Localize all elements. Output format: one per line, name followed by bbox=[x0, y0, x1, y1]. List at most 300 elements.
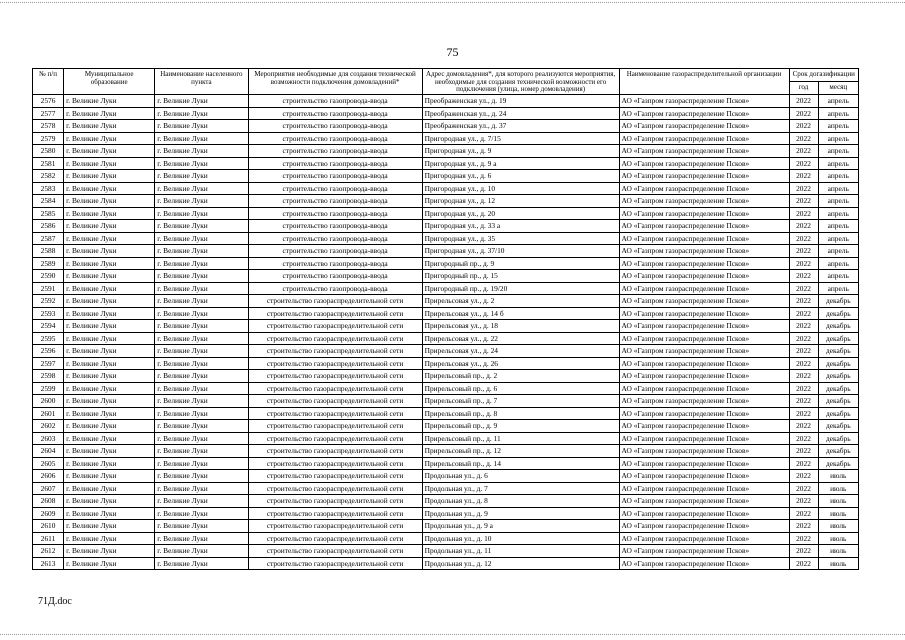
cell-municipality: г. Великие Луки bbox=[64, 345, 155, 358]
cell-municipality: г. Великие Луки bbox=[64, 545, 155, 558]
cell-municipality: г. Великие Луки bbox=[64, 532, 155, 545]
cell-num: 2595 bbox=[33, 332, 64, 345]
cell-measure: строительство газораспределительной сети bbox=[248, 532, 422, 545]
cell-month: апрель bbox=[818, 132, 858, 145]
table-row bbox=[33, 157, 859, 170]
cell-settlement: г. Великие Луки bbox=[155, 495, 248, 508]
cell-num: 2580 bbox=[33, 145, 64, 158]
cell-municipality: г. Великие Луки bbox=[64, 282, 155, 295]
cell-settlement: г. Великие Луки bbox=[155, 357, 248, 370]
cell-month: июль bbox=[818, 507, 858, 520]
cell-measure: строительство газораспределительной сети bbox=[248, 320, 422, 333]
cell-measure: строительство газораспределительной сети bbox=[248, 545, 422, 558]
cell-measure: строительство газораспределительной сети bbox=[248, 295, 422, 308]
cell-num: 2586 bbox=[33, 220, 64, 233]
cell-year: 2022 bbox=[789, 207, 818, 220]
header-address: Адрес домовладения*, для которого реализуются мероприятия, необходимые для создания технической возможности его подключения (улица, номер домовладения) bbox=[422, 69, 619, 95]
cell-settlement: г. Великие Луки bbox=[155, 445, 248, 458]
cell-municipality: г. Великие Луки bbox=[64, 107, 155, 120]
cell-num: 2584 bbox=[33, 195, 64, 208]
cell-num: 2577 bbox=[33, 107, 64, 120]
table-row bbox=[33, 245, 859, 258]
cell-settlement: г. Великие Луки bbox=[155, 382, 248, 395]
cell-year: 2022 bbox=[789, 532, 818, 545]
cell-municipality: г. Великие Луки bbox=[64, 295, 155, 308]
cell-month: июль bbox=[818, 520, 858, 533]
cell-organization: АО «Газпром газораспределение Псков» bbox=[619, 445, 789, 458]
cell-month: апрель bbox=[818, 245, 858, 258]
cell-municipality: г. Великие Луки bbox=[64, 507, 155, 520]
cell-month: апрель bbox=[818, 95, 858, 108]
cell-settlement: г. Великие Луки bbox=[155, 132, 248, 145]
cell-measure: строительство газопровода-ввода bbox=[248, 195, 422, 208]
cell-year: 2022 bbox=[789, 295, 818, 308]
cell-year: 2022 bbox=[789, 557, 818, 570]
cell-municipality: г. Великие Луки bbox=[64, 232, 155, 245]
cell-municipality: г. Великие Луки bbox=[64, 445, 155, 458]
table-row bbox=[33, 495, 859, 508]
cell-month: декабрь bbox=[818, 457, 858, 470]
cell-organization: АО «Газпром газораспределение Псков» bbox=[619, 220, 789, 233]
cell-num: 2599 bbox=[33, 382, 64, 395]
cell-num: 2598 bbox=[33, 370, 64, 383]
cell-month: апрель bbox=[818, 232, 858, 245]
cell-organization: АО «Газпром газораспределение Псков» bbox=[619, 270, 789, 283]
cell-address: Пригородная ул., д. 6 bbox=[422, 170, 619, 183]
cell-num: 2604 bbox=[33, 445, 64, 458]
cell-month: июль bbox=[818, 470, 858, 483]
cell-organization: АО «Газпром газораспределение Псков» bbox=[619, 382, 789, 395]
cell-month: апрель bbox=[818, 220, 858, 233]
cell-num: 2601 bbox=[33, 407, 64, 420]
cell-month: декабрь bbox=[818, 432, 858, 445]
table-row bbox=[33, 370, 859, 383]
cell-year: 2022 bbox=[789, 195, 818, 208]
cell-organization: АО «Газпром газораспределение Псков» bbox=[619, 482, 789, 495]
cell-measure: строительство газораспределительной сети bbox=[248, 332, 422, 345]
cell-settlement: г. Великие Луки bbox=[155, 207, 248, 220]
table-row bbox=[33, 207, 859, 220]
cell-year: 2022 bbox=[789, 545, 818, 558]
cell-address: Прирельсовый пр., д. 11 bbox=[422, 432, 619, 445]
table-row bbox=[33, 182, 859, 195]
table-row bbox=[33, 520, 859, 533]
cell-organization: АО «Газпром газораспределение Псков» bbox=[619, 282, 789, 295]
cell-municipality: г. Великие Луки bbox=[64, 470, 155, 483]
cell-settlement: г. Великие Луки bbox=[155, 307, 248, 320]
cell-year: 2022 bbox=[789, 470, 818, 483]
cell-organization: АО «Газпром газораспределение Псков» bbox=[619, 532, 789, 545]
cell-organization: АО «Газпром газораспределение Псков» bbox=[619, 232, 789, 245]
cell-settlement: г. Великие Луки bbox=[155, 95, 248, 108]
cell-month: декабрь bbox=[818, 307, 858, 320]
cell-settlement: г. Великие Луки bbox=[155, 420, 248, 433]
cell-address: Пригородная ул., д. 7/15 bbox=[422, 132, 619, 145]
cell-num: 2588 bbox=[33, 245, 64, 258]
cell-organization: АО «Газпром газораспределение Псков» bbox=[619, 120, 789, 133]
cell-year: 2022 bbox=[789, 270, 818, 283]
cell-num: 2583 bbox=[33, 182, 64, 195]
cell-measure: строительство газопровода-ввода bbox=[248, 157, 422, 170]
cell-organization: АО «Газпром газораспределение Псков» bbox=[619, 295, 789, 308]
cell-month: апрель bbox=[818, 107, 858, 120]
cell-year: 2022 bbox=[789, 307, 818, 320]
cell-address: Продольная ул., д. 8 bbox=[422, 495, 619, 508]
table-row bbox=[33, 420, 859, 433]
cell-year: 2022 bbox=[789, 420, 818, 433]
cell-address: Пригородная ул., д. 12 bbox=[422, 195, 619, 208]
cell-measure: строительство газораспределительной сети bbox=[248, 482, 422, 495]
cell-organization: АО «Газпром газораспределение Псков» bbox=[619, 107, 789, 120]
cell-address: Прирельсовый пр., д. 6 bbox=[422, 382, 619, 395]
table-row bbox=[33, 270, 859, 283]
header-organization: Наименование газораспределительной организации bbox=[619, 69, 789, 95]
header-municipality: Муниципальное образование bbox=[64, 69, 155, 95]
cell-organization: АО «Газпром газораспределение Псков» bbox=[619, 457, 789, 470]
cell-year: 2022 bbox=[789, 395, 818, 408]
cell-organization: АО «Газпром газораспределение Псков» bbox=[619, 320, 789, 333]
cell-organization: АО «Газпром газораспределение Псков» bbox=[619, 257, 789, 270]
cell-month: апрель bbox=[818, 145, 858, 158]
cell-address: Продольная ул., д. 11 bbox=[422, 545, 619, 558]
cell-municipality: г. Великие Луки bbox=[64, 420, 155, 433]
cell-month: декабрь bbox=[818, 320, 858, 333]
cell-year: 2022 bbox=[789, 120, 818, 133]
cell-municipality: г. Великие Луки bbox=[64, 332, 155, 345]
cell-organization: АО «Газпром газораспределение Псков» bbox=[619, 545, 789, 558]
scan-top-edge bbox=[0, 2, 905, 3]
table-row bbox=[33, 532, 859, 545]
cell-municipality: г. Великие Луки bbox=[64, 270, 155, 283]
cell-address: Продольная ул., д. 9 bbox=[422, 507, 619, 520]
cell-address: Пригородный пр., д. 9 bbox=[422, 257, 619, 270]
cell-address: Преображенская ул., д. 37 bbox=[422, 120, 619, 133]
table-row bbox=[33, 545, 859, 558]
cell-measure: строительство газораспределительной сети bbox=[248, 495, 422, 508]
cell-month: апрель bbox=[818, 120, 858, 133]
cell-municipality: г. Великие Луки bbox=[64, 357, 155, 370]
cell-settlement: г. Великие Луки bbox=[155, 557, 248, 570]
table-row bbox=[33, 257, 859, 270]
cell-settlement: г. Великие Луки bbox=[155, 245, 248, 258]
cell-settlement: г. Великие Луки bbox=[155, 457, 248, 470]
cell-settlement: г. Великие Луки bbox=[155, 532, 248, 545]
cell-year: 2022 bbox=[789, 495, 818, 508]
cell-year: 2022 bbox=[789, 382, 818, 395]
cell-organization: АО «Газпром газораспределение Псков» bbox=[619, 245, 789, 258]
cell-month: апрель bbox=[818, 182, 858, 195]
cell-month: декабрь bbox=[818, 295, 858, 308]
cell-year: 2022 bbox=[789, 145, 818, 158]
cell-year: 2022 bbox=[789, 520, 818, 533]
cell-measure: строительство газораспределительной сети bbox=[248, 420, 422, 433]
cell-num: 2606 bbox=[33, 470, 64, 483]
cell-year: 2022 bbox=[789, 357, 818, 370]
cell-organization: АО «Газпром газораспределение Псков» bbox=[619, 95, 789, 108]
cell-address: Прирельсовая ул., д. 22 bbox=[422, 332, 619, 345]
cell-num: 2578 bbox=[33, 120, 64, 133]
cell-organization: АО «Газпром газораспределение Псков» bbox=[619, 432, 789, 445]
cell-month: июль bbox=[818, 545, 858, 558]
cell-municipality: г. Великие Луки bbox=[64, 132, 155, 145]
cell-settlement: г. Великие Луки bbox=[155, 157, 248, 170]
gasification-table bbox=[32, 68, 859, 570]
cell-measure: строительство газораспределительной сети bbox=[248, 382, 422, 395]
header-term: Срок догазификации bbox=[789, 69, 859, 82]
cell-num: 2592 bbox=[33, 295, 64, 308]
cell-organization: АО «Газпром газораспределение Псков» bbox=[619, 407, 789, 420]
cell-month: декабрь bbox=[818, 445, 858, 458]
cell-num: 2597 bbox=[33, 357, 64, 370]
header-year: год bbox=[789, 82, 818, 95]
cell-measure: строительство газораспределительной сети bbox=[248, 470, 422, 483]
cell-year: 2022 bbox=[789, 407, 818, 420]
cell-organization: АО «Газпром газораспределение Псков» bbox=[619, 132, 789, 145]
cell-address: Пригородный пр., д. 19/20 bbox=[422, 282, 619, 295]
cell-num: 2613 bbox=[33, 557, 64, 570]
cell-measure: строительство газораспределительной сети bbox=[248, 557, 422, 570]
cell-organization: АО «Газпром газораспределение Псков» bbox=[619, 470, 789, 483]
cell-measure: строительство газораспределительной сети bbox=[248, 445, 422, 458]
cell-municipality: г. Великие Луки bbox=[64, 157, 155, 170]
cell-address: Прирельсовый пр., д. 7 bbox=[422, 395, 619, 408]
cell-num: 2612 bbox=[33, 545, 64, 558]
cell-settlement: г. Великие Луки bbox=[155, 545, 248, 558]
cell-measure: строительство газораспределительной сети bbox=[248, 307, 422, 320]
cell-settlement: г. Великие Луки bbox=[155, 332, 248, 345]
cell-year: 2022 bbox=[789, 245, 818, 258]
cell-month: июль bbox=[818, 532, 858, 545]
table-row bbox=[33, 307, 859, 320]
table-row bbox=[33, 120, 859, 133]
cell-year: 2022 bbox=[789, 370, 818, 383]
cell-num: 2602 bbox=[33, 420, 64, 433]
cell-year: 2022 bbox=[789, 132, 818, 145]
cell-measure: строительство газопровода-ввода bbox=[248, 207, 422, 220]
cell-address: Пригородная ул., д. 9 bbox=[422, 145, 619, 158]
cell-municipality: г. Великие Луки bbox=[64, 557, 155, 570]
cell-measure: строительство газораспределительной сети bbox=[248, 457, 422, 470]
cell-organization: АО «Газпром газораспределение Псков» bbox=[619, 395, 789, 408]
cell-settlement: г. Великие Луки bbox=[155, 470, 248, 483]
cell-year: 2022 bbox=[789, 482, 818, 495]
cell-measure: строительство газопровода-ввода bbox=[248, 120, 422, 133]
cell-address: Прирельсовая ул., д. 2 bbox=[422, 295, 619, 308]
cell-address: Прирельсовый пр., д. 14 bbox=[422, 457, 619, 470]
cell-address: Пригородная ул., д. 33 а bbox=[422, 220, 619, 233]
table-row bbox=[33, 482, 859, 495]
cell-year: 2022 bbox=[789, 157, 818, 170]
cell-address: Продольная ул., д. 9 а bbox=[422, 520, 619, 533]
table-row bbox=[33, 457, 859, 470]
cell-measure: строительство газопровода-ввода bbox=[248, 282, 422, 295]
cell-num: 2591 bbox=[33, 282, 64, 295]
cell-year: 2022 bbox=[789, 170, 818, 183]
table-row bbox=[33, 395, 859, 408]
cell-settlement: г. Великие Луки bbox=[155, 282, 248, 295]
cell-settlement: г. Великие Луки bbox=[155, 220, 248, 233]
header-measures: Мероприятия необходимые для создания технической возможности подключения домовладений* bbox=[248, 69, 422, 95]
cell-municipality: г. Великие Луки bbox=[64, 95, 155, 108]
cell-year: 2022 bbox=[789, 457, 818, 470]
cell-measure: строительство газопровода-ввода bbox=[248, 270, 422, 283]
cell-address: Продольная ул., д. 7 bbox=[422, 482, 619, 495]
cell-month: апрель bbox=[818, 257, 858, 270]
cell-address: Пригородная ул., д. 35 bbox=[422, 232, 619, 245]
cell-municipality: г. Великие Луки bbox=[64, 170, 155, 183]
header-month: месяц bbox=[818, 82, 858, 95]
cell-organization: АО «Газпром газораспределение Псков» bbox=[619, 307, 789, 320]
cell-organization: АО «Газпром газораспределение Псков» bbox=[619, 157, 789, 170]
cell-year: 2022 bbox=[789, 507, 818, 520]
cell-settlement: г. Великие Луки bbox=[155, 520, 248, 533]
cell-organization: АО «Газпром газораспределение Псков» bbox=[619, 345, 789, 358]
cell-municipality: г. Великие Луки bbox=[64, 520, 155, 533]
cell-month: апрель bbox=[818, 207, 858, 220]
table-row bbox=[33, 445, 859, 458]
cell-num: 2589 bbox=[33, 257, 64, 270]
cell-num: 2593 bbox=[33, 307, 64, 320]
cell-organization: АО «Газпром газораспределение Псков» bbox=[619, 182, 789, 195]
cell-year: 2022 bbox=[789, 95, 818, 108]
cell-organization: АО «Газпром газораспределение Псков» bbox=[619, 207, 789, 220]
cell-settlement: г. Великие Луки bbox=[155, 432, 248, 445]
cell-municipality: г. Великие Луки bbox=[64, 120, 155, 133]
cell-year: 2022 bbox=[789, 345, 818, 358]
cell-num: 2611 bbox=[33, 532, 64, 545]
table-row bbox=[33, 332, 859, 345]
cell-num: 2594 bbox=[33, 320, 64, 333]
cell-num: 2603 bbox=[33, 432, 64, 445]
file-name-footer: 71Д.doc bbox=[38, 596, 72, 607]
cell-organization: АО «Газпром газораспределение Псков» bbox=[619, 332, 789, 345]
page-number: 75 bbox=[446, 45, 459, 59]
cell-address: Прирельсовый пр., д. 9 bbox=[422, 420, 619, 433]
cell-municipality: г. Великие Луки bbox=[64, 432, 155, 445]
cell-organization: АО «Газпром газораспределение Псков» bbox=[619, 557, 789, 570]
table-row bbox=[33, 295, 859, 308]
cell-municipality: г. Великие Луки bbox=[64, 257, 155, 270]
cell-num: 2579 bbox=[33, 132, 64, 145]
cell-address: Продольная ул., д. 6 bbox=[422, 470, 619, 483]
cell-measure: строительство газораспределительной сети bbox=[248, 370, 422, 383]
table-row bbox=[33, 95, 859, 108]
table-header-row bbox=[33, 69, 859, 82]
cell-municipality: г. Великие Луки bbox=[64, 207, 155, 220]
cell-measure: строительство газораспределительной сети bbox=[248, 357, 422, 370]
table-row bbox=[33, 220, 859, 233]
cell-num: 2607 bbox=[33, 482, 64, 495]
cell-municipality: г. Великие Луки bbox=[64, 195, 155, 208]
cell-num: 2608 bbox=[33, 495, 64, 508]
cell-organization: АО «Газпром газораспределение Псков» bbox=[619, 507, 789, 520]
cell-month: апрель bbox=[818, 170, 858, 183]
cell-address: Преображенская ул., д. 24 bbox=[422, 107, 619, 120]
cell-year: 2022 bbox=[789, 320, 818, 333]
cell-address: Продольная ул., д. 12 bbox=[422, 557, 619, 570]
cell-address: Пригородная ул., д. 37/10 bbox=[422, 245, 619, 258]
cell-settlement: г. Великие Луки bbox=[155, 507, 248, 520]
cell-num: 2596 bbox=[33, 345, 64, 358]
cell-month: июль bbox=[818, 557, 858, 570]
cell-month: декабрь bbox=[818, 345, 858, 358]
cell-measure: строительство газораспределительной сети bbox=[248, 507, 422, 520]
cell-settlement: г. Великие Луки bbox=[155, 270, 248, 283]
cell-year: 2022 bbox=[789, 220, 818, 233]
cell-num: 2587 bbox=[33, 232, 64, 245]
table-row bbox=[33, 195, 859, 208]
cell-settlement: г. Великие Луки bbox=[155, 195, 248, 208]
cell-organization: АО «Газпром газораспределение Псков» bbox=[619, 495, 789, 508]
cell-settlement: г. Великие Луки bbox=[155, 345, 248, 358]
table-row bbox=[33, 470, 859, 483]
cell-month: декабрь bbox=[818, 382, 858, 395]
cell-settlement: г. Великие Луки bbox=[155, 145, 248, 158]
cell-measure: строительство газопровода-ввода bbox=[248, 257, 422, 270]
cell-measure: строительство газопровода-ввода bbox=[248, 132, 422, 145]
cell-measure: строительство газораспределительной сети bbox=[248, 432, 422, 445]
cell-measure: строительство газопровода-ввода bbox=[248, 245, 422, 258]
header-settlement: Наименование населенного пункта bbox=[155, 69, 248, 95]
cell-month: апрель bbox=[818, 157, 858, 170]
cell-num: 2610 bbox=[33, 520, 64, 533]
cell-year: 2022 bbox=[789, 445, 818, 458]
cell-settlement: г. Великие Луки bbox=[155, 257, 248, 270]
table-row bbox=[33, 170, 859, 183]
cell-address: Пригородная ул., д. 20 bbox=[422, 207, 619, 220]
cell-num: 2590 bbox=[33, 270, 64, 283]
cell-municipality: г. Великие Луки bbox=[64, 395, 155, 408]
cell-settlement: г. Великие Луки bbox=[155, 170, 248, 183]
cell-month: декабрь bbox=[818, 357, 858, 370]
cell-num: 2600 bbox=[33, 395, 64, 408]
cell-measure: строительство газораспределительной сети bbox=[248, 407, 422, 420]
table-row bbox=[33, 432, 859, 445]
cell-num: 2581 bbox=[33, 157, 64, 170]
cell-organization: АО «Газпром газораспределение Псков» bbox=[619, 145, 789, 158]
cell-year: 2022 bbox=[789, 232, 818, 245]
cell-num: 2585 bbox=[33, 207, 64, 220]
cell-municipality: г. Великие Луки bbox=[64, 182, 155, 195]
cell-num: 2576 bbox=[33, 95, 64, 108]
cell-settlement: г. Великие Луки bbox=[155, 295, 248, 308]
header-num: № п/п bbox=[33, 69, 64, 95]
cell-settlement: г. Великие Луки bbox=[155, 407, 248, 420]
cell-year: 2022 bbox=[789, 257, 818, 270]
cell-measure: строительство газопровода-ввода bbox=[248, 182, 422, 195]
table-row bbox=[33, 345, 859, 358]
table-row bbox=[33, 407, 859, 420]
cell-measure: строительство газораспределительной сети bbox=[248, 520, 422, 533]
cell-measure: строительство газопровода-ввода bbox=[248, 145, 422, 158]
cell-month: декабрь bbox=[818, 370, 858, 383]
table-row bbox=[33, 557, 859, 570]
cell-year: 2022 bbox=[789, 332, 818, 345]
table-row bbox=[33, 107, 859, 120]
cell-year: 2022 bbox=[789, 182, 818, 195]
cell-address: Прирельсовый пр., д. 8 bbox=[422, 407, 619, 420]
cell-municipality: г. Великие Луки bbox=[64, 145, 155, 158]
cell-address: Пригородный пр., д. 15 bbox=[422, 270, 619, 283]
cell-address: Пригородная ул., д. 9 а bbox=[422, 157, 619, 170]
cell-num: 2609 bbox=[33, 507, 64, 520]
cell-measure: строительство газопровода-ввода bbox=[248, 170, 422, 183]
cell-municipality: г. Великие Луки bbox=[64, 245, 155, 258]
cell-municipality: г. Великие Луки bbox=[64, 320, 155, 333]
cell-municipality: г. Великие Луки bbox=[64, 382, 155, 395]
cell-measure: строительство газораспределительной сети bbox=[248, 345, 422, 358]
table-row bbox=[33, 132, 859, 145]
